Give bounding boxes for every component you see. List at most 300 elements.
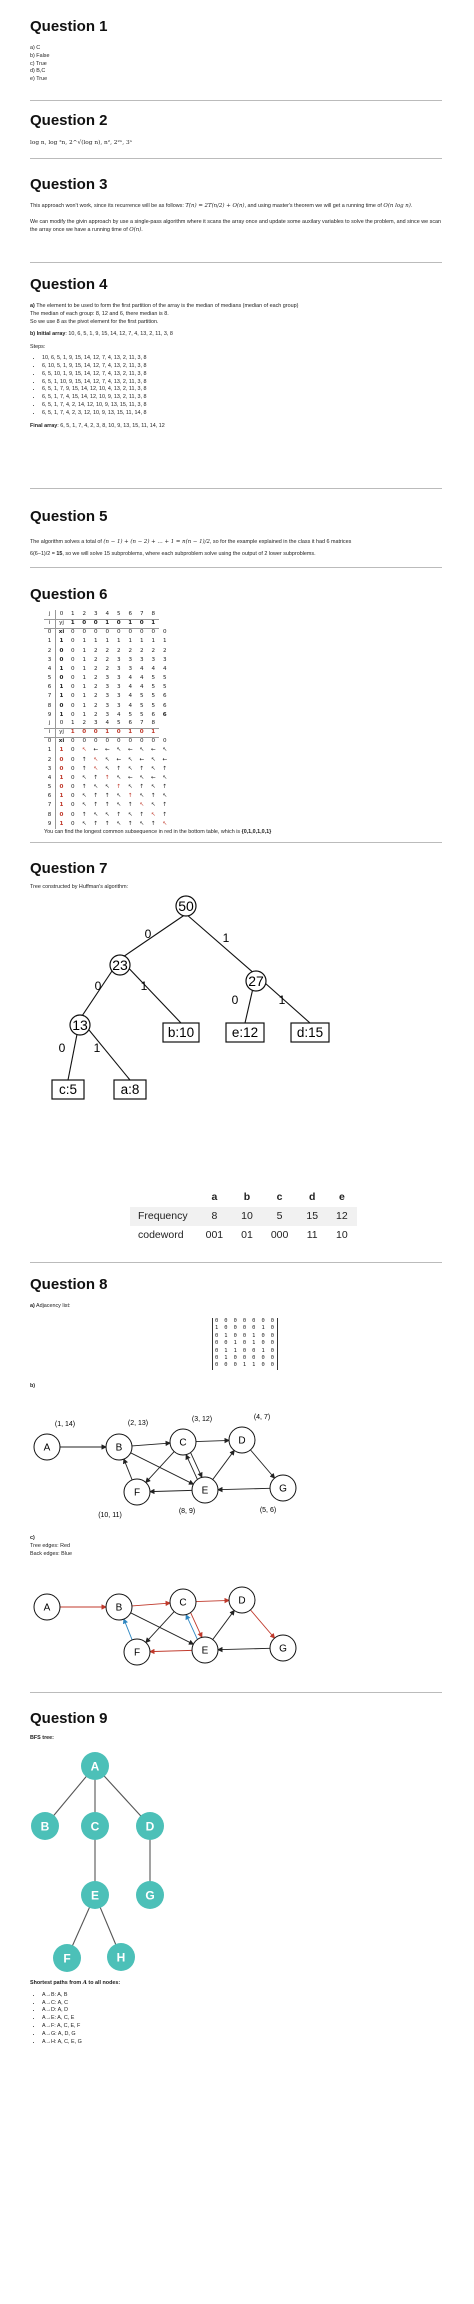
bfs-node-label: G [145,1888,155,1903]
graph-edge [196,1600,229,1601]
table-cell: 2 [93,675,98,682]
graph-node-label: F [133,1647,141,1659]
adjacency-matrix [212,1318,278,1370]
graph-edge [250,1610,274,1638]
tree-edge [120,914,186,959]
list-item: • 6, 5, 1, 7, 4, 2, 3, 12, 10, 9, 13, 15, 11, 14, 8 [42,410,442,418]
table-cell: 15 [297,1207,327,1226]
question-2 [30,112,442,147]
question-5 [30,508,442,561]
row-xi: xi [58,629,65,636]
bfs-label: BFS tree: [30,1735,54,1741]
list-item: • 10, 6, 5, 1, 9, 15, 14, 12, 7, 4, 13, 2, 11, 3, 8 [42,355,442,363]
discovery-time-label: (1, 14) [54,1421,76,1428]
bfs-node-label: F [63,1951,71,1966]
table-cell: ← [139,756,145,763]
row-xi: 1 [59,802,64,809]
graph-edge [150,1650,192,1651]
table-cell: 0 [70,765,75,772]
table-cell: 2 [93,684,98,691]
header-cell: 1 [67,719,79,728]
paragraph: The algorithm solves a total of (n − 1) + (n − 2) + … + 1 = n(n − 1)/2, so for the example explained in the class it had 6 matrices 6(6−1)/2 = 15, so we will solve 15 subproblems, where each subproblem solve using the output of 2 lower subproblems. [30,539,352,558]
table-cell: 5 [139,702,144,709]
table-cell: ↑ [150,793,156,800]
table-cell: ↑ [139,765,145,772]
table-cell: 1 [93,638,98,645]
header-cell: i [44,619,56,628]
table-cell: 1 [162,638,167,645]
row-xi: 0 [59,765,64,772]
table-cell: ↖ [81,802,87,809]
table-cell: ← [162,756,168,763]
row-index: 6 [44,793,56,802]
answer-item: b) False [30,52,50,59]
table-cell: 5 [151,693,156,700]
table-cell: 3 [105,684,110,691]
table-cell: 4 [116,711,121,718]
table-cell: ← [127,774,133,781]
table-cell: 0 [70,638,75,645]
table-cell: 0 [93,629,98,636]
table-cell: 3 [105,675,110,682]
table-cell: 0 [139,738,144,745]
leaf-label: b:10 [167,1025,195,1040]
table-cell: ↑ [81,784,87,791]
table-row [44,665,171,674]
huffman-code-table [130,1188,357,1245]
table-cell: ↑ [116,784,122,791]
edge-label: 0 [144,927,152,941]
table-cell: 0 [70,665,75,672]
table-cell: 12 [327,1207,357,1226]
row-index: 8 [44,702,56,711]
list-item: • A→F: A, C, E, F [42,2023,442,2031]
table-header-row [44,719,171,728]
row-xi: 1 [59,747,64,754]
edge-label: 0 [58,1041,66,1055]
table-cell: 0 [70,756,75,763]
question-3 [30,176,442,234]
row-xi: 0 [59,702,64,709]
table-row [44,638,171,647]
steps-list [30,355,442,418]
table-cell: 3 [116,675,121,682]
paragraph: So we use 8 as the pivot element for the first partition. [30,318,159,325]
table-cell: ↖ [81,793,87,800]
graph-edge [196,1440,229,1441]
discovery-time-label: (8, 9) [178,1508,196,1515]
graph-node-label: C [179,1437,187,1449]
table-cell: 5 [128,711,133,718]
header-cell: i [44,728,56,737]
matrix-row: 0 1 0 0 0 0 0 [215,1355,276,1362]
header-cell: 1 [148,619,160,628]
table-row [44,774,171,783]
table-cell: 2 [93,665,98,672]
bfs-node-label: H [116,1950,126,1965]
graph-edge [218,1648,270,1649]
answer-list [30,45,442,84]
table-cell: 1 [139,638,144,645]
graph-edge [150,1490,192,1491]
question-1-title: Question 1 [30,18,108,35]
table-cell: 5 [162,675,167,682]
table-cell: 0 [105,629,110,636]
shortest-paths-label: Shortest paths from A to all nodes: [30,1980,121,1986]
table-cell: 0 [70,774,75,781]
table-cell: ↑ [116,811,122,818]
table-cell: ↑ [104,820,110,827]
question-8 [30,1276,442,1311]
row-index: 9 [44,820,56,829]
table-cell: 0 [70,811,75,818]
table-cell: 2 [93,656,98,663]
row-xi: 1 [59,638,64,645]
header-cell: 0 [90,728,102,737]
table-row [44,628,171,637]
table-cell: 6 [162,711,167,718]
leaf-label: d:15 [296,1025,324,1040]
question-7-title: Question 7 [30,860,108,877]
table-cell: ↖ [104,811,110,818]
row-index: 3 [44,765,56,774]
table-cell: ↖ [93,756,99,763]
table-cell: ↖ [81,820,87,827]
table-cell: ← [150,774,156,781]
node-label: 13 [72,1017,88,1033]
dfs-graph [0,1392,474,1522]
table-cell: ↖ [162,747,168,754]
shortest-paths [30,1980,442,2047]
table-cell: 0 [70,684,75,691]
table-cell: ↑ [93,774,99,781]
header-cell: yj [56,619,68,628]
bfs-node-label: B [40,1819,50,1834]
paragraph: a) The element to be used to form the first partition of the array is the median of medians (median of each group) [30,303,299,309]
header-cell: 3 [90,719,102,728]
discovery-time-label: (2, 13) [127,1420,149,1427]
table-cell: 4 [139,675,144,682]
leaf-label: c:5 [58,1082,78,1097]
question-3-title: Question 3 [30,176,108,193]
table-cell: 0 [70,784,75,791]
table-cell: 5 [139,711,144,718]
header-cell: 2 [79,610,91,619]
table-cell: ↑ [162,784,168,791]
table-cell: ↖ [139,774,145,781]
table-cell: 3 [116,684,121,691]
header-cell: 0 [56,719,68,728]
graph-node-label: B [115,1442,123,1454]
header-cell: 7 [136,610,148,619]
edge-label: 1 [222,931,230,945]
list-item: • 6, 5, 10, 1, 9, 15, 14, 12, 7, 4, 13, 2, 11, 3, 8 [42,371,442,379]
table-cell: 3 [116,665,121,672]
table-cell: 10 [336,1228,348,1241]
table-cell: 0 [139,629,144,636]
question-9-title: Question 9 [30,1710,108,1727]
question-1 [30,18,442,84]
header-cell: 0 [136,619,148,628]
table-cell: 1 [105,638,110,645]
table-cell: 5 [151,702,156,709]
tree-edges-legend: Tree edges: Red [30,1542,70,1549]
paragraph: We can modify the givin approach by use a single-pass algorithm where it scans the array once and update some auxilary variables to solve the problem, and since we scan the array once we have a running time of O(n). [30,218,442,233]
graph-edge [191,1453,202,1477]
table-cell: 1 [151,638,156,645]
header-cell: 1 [67,728,79,737]
table-cell: ↑ [127,802,133,809]
graph-edge [250,1450,274,1478]
header-cell: 1 [125,728,137,737]
lcs-direction-table [44,719,171,829]
table-row [130,1226,357,1245]
leaf-label: a:8 [120,1082,140,1097]
graph-edge [186,1455,197,1479]
table-cell: ↖ [127,784,133,791]
edge-label: 1 [140,979,148,993]
header-cell: 5 [113,719,125,728]
answer-item: a) C [30,45,41,51]
table-cell: ↖ [162,793,168,800]
complexity-order: log n, log ²n, 2^√(log n), n², 2²ⁿ, 3ⁿ [30,140,133,146]
table-cell: 4 [162,665,167,672]
huffman-subtitle: Tree constructed by Huffman's algorithm: [30,884,129,890]
table-cell: 2 [93,702,98,709]
table-row [44,684,171,693]
bfs-node-label: C [90,1819,100,1834]
table-row [44,656,171,665]
table-cell: ↖ [116,820,122,827]
table-cell: 1 [82,665,87,672]
question-9 [30,1710,442,1743]
table-cell: ↖ [127,756,133,763]
header-cell: 2 [79,719,91,728]
edge-label: 0 [94,979,102,993]
table-cell: ← [150,747,156,754]
table-cell: ↖ [116,774,122,781]
graph-node-label: D [238,1595,246,1607]
table-cell: 4 [139,684,144,691]
row-xi: 0 [59,647,64,654]
table-cell: ↑ [93,793,99,800]
node-label: 23 [112,957,128,973]
dfs-classified-graph [0,1552,474,1682]
table-cell: ↑ [127,820,133,827]
list-item: • 6, 5, 1, 7, 4, 2, 14, 12, 10, 9, 13, 15, 11, 3, 8 [42,402,442,410]
table-cell: 1 [128,638,133,645]
list-item: • 6, 10, 5, 1, 9, 15, 14, 12, 7, 4, 13, 2, 11, 3, 8 [42,363,442,371]
table-cell: 0 [70,693,75,700]
bfs-node-label: D [145,1819,155,1834]
list-item: • A→D: A, D [42,2007,442,2015]
col-header: a [211,1190,218,1203]
table-cell: ↑ [104,793,110,800]
paragraph: This approach won't work, since its recurrence will be as follows: T(n) = 2T(n/2) + O(n), and using master's theorem we will get a running time of O(n log n). [30,203,413,209]
graph-edge [213,1610,235,1639]
table-cell: 0 [70,656,75,663]
matrix-row: 0 0 0 1 1 0 0 [215,1362,276,1369]
header-cell: 1 [67,619,79,628]
row-index: 6 [44,684,56,693]
table-cell: ↑ [104,774,110,781]
table-cell: ← [127,747,133,754]
table-cell: ↖ [104,765,110,772]
table-row [44,811,171,820]
row-xi: 1 [59,693,64,700]
row-xi: 0 [59,656,64,663]
discovery-time-label: (3, 12) [191,1416,213,1423]
edge-label: 1 [278,993,286,1007]
table-cell: 0 [70,793,75,800]
list-item: • A→E: A, C, E [42,2015,442,2023]
table-cell: ↖ [81,774,87,781]
table-cell: 6 [151,711,156,718]
row-index: 5 [44,783,56,792]
divider [30,158,442,159]
back-edges-legend: Back edges: Blue [30,1550,72,1557]
header-cell: j [44,719,56,728]
question-7 [30,860,442,892]
header-cell: 4 [102,719,114,728]
table-cell: ↖ [116,747,122,754]
graph-edge [146,1452,174,1483]
table-cell: ↑ [162,802,168,809]
table-cell: 0 [151,738,156,745]
table-row [44,783,171,792]
table-cell: ↖ [139,802,145,809]
divider [30,842,442,843]
table-cell: 0 [82,738,87,745]
discovery-time-label: (4, 7) [253,1414,271,1421]
table-cell: 3 [128,665,133,672]
row-index: 1 [44,638,56,647]
table-row [44,765,171,774]
question-6-title: Question 6 [30,586,108,603]
table-cell: 01 [241,1228,253,1241]
table-row [44,756,171,765]
table-cell: 3 [116,702,121,709]
table-cell: 2 [93,693,98,700]
list-item: • A→B: A, B [42,1992,442,2000]
table-cell: 4 [128,675,133,682]
table-cell: 4 [139,665,144,672]
matrix-row: 1 0 0 0 0 1 0 [215,1325,276,1332]
header-cell: 1 [102,728,114,737]
table-cell: ← [104,747,110,754]
discovery-time-label: (10, 11) [98,1512,122,1519]
matrix-row: 0 1 1 0 0 1 0 [215,1347,276,1354]
divider [30,488,442,489]
table-cell: 2 [93,647,98,654]
table-header-row [44,619,171,628]
row-index: 5 [44,674,56,683]
table-cell: 2 [139,647,144,654]
table-cell: 0 [70,711,75,718]
header-cell: 3 [90,610,102,619]
table-cell: ↖ [150,784,156,791]
bfs-tree [0,1745,474,1975]
row-index: 1 [44,747,56,756]
table-cell: 5 [151,675,156,682]
graph-node-label: A [43,1602,51,1614]
table-cell: ↖ [116,802,122,809]
header-cell: 0 [113,728,125,737]
question-8-title: Question 8 [30,1276,108,1293]
table-cell: 0 [116,738,121,745]
table-cell: 3 [116,656,121,663]
table-cell: 1 [82,711,87,718]
table-cell: 3 [105,702,110,709]
row-xi: 0 [59,784,64,791]
header-cell: yj [56,728,68,737]
table-cell: ↑ [139,784,145,791]
steps-label: Steps: [30,344,46,351]
table-cell: 5 [162,684,167,691]
paths-list [30,1992,442,2047]
table-cell: ↑ [162,765,168,772]
table-cell: ← [116,756,122,763]
row-xi: 1 [59,793,64,800]
row-index: 9 [44,711,56,720]
graph-edge [213,1450,235,1479]
table-cell: 2 [93,711,98,718]
row-index: 2 [44,756,56,765]
table-row [44,693,171,702]
graph-node-label: E [201,1645,209,1657]
table-cell: 0 [128,738,133,745]
table-cell: ↑ [104,802,110,809]
row-xi: 1 [59,774,64,781]
table-row [44,820,171,829]
row-label: codeword [138,1228,184,1241]
answer-item: d) B,C [30,68,46,75]
row-xi: 1 [59,820,64,827]
header-cell: 1 [148,728,160,737]
table-cell: ↑ [81,811,87,818]
graph-node-label: C [179,1597,187,1609]
graph-node-label: E [201,1485,209,1497]
table-cell: ↖ [150,802,156,809]
table-cell: ↖ [150,811,156,818]
header-cell: 8 [148,610,160,619]
table-row [130,1207,357,1226]
question-2-title: Question 2 [30,112,108,129]
graph-edge [132,1603,170,1606]
list-item: • 6, 5, 1, 10, 9, 15, 14, 12, 7, 4, 13, 2, 11, 3, 8 [42,379,442,387]
row-index: 3 [44,656,56,665]
header-cell: 4 [102,610,114,619]
header-cell: 1 [102,619,114,628]
part-b-label: b) [30,1383,36,1389]
bfs-node-label: A [90,1759,100,1774]
table-cell: 0 [70,647,75,654]
node-label: 27 [248,973,264,989]
table-cell: ↖ [127,765,133,772]
node-label: 50 [178,898,194,914]
graph-edge [191,1613,202,1637]
table-cell: 2 [128,647,133,654]
table-cell: ↑ [150,820,156,827]
paragraph: The median of each group: 8, 12 and 6, there median is 8. [30,310,169,317]
question-4-title: Question 4 [30,276,108,293]
table-cell: ↖ [139,747,145,754]
table-cell: ↖ [150,765,156,772]
row-index: 7 [44,802,56,811]
table-cell: 2 [105,665,110,672]
table-cell: ↖ [104,756,110,763]
table-cell: 2 [105,647,110,654]
